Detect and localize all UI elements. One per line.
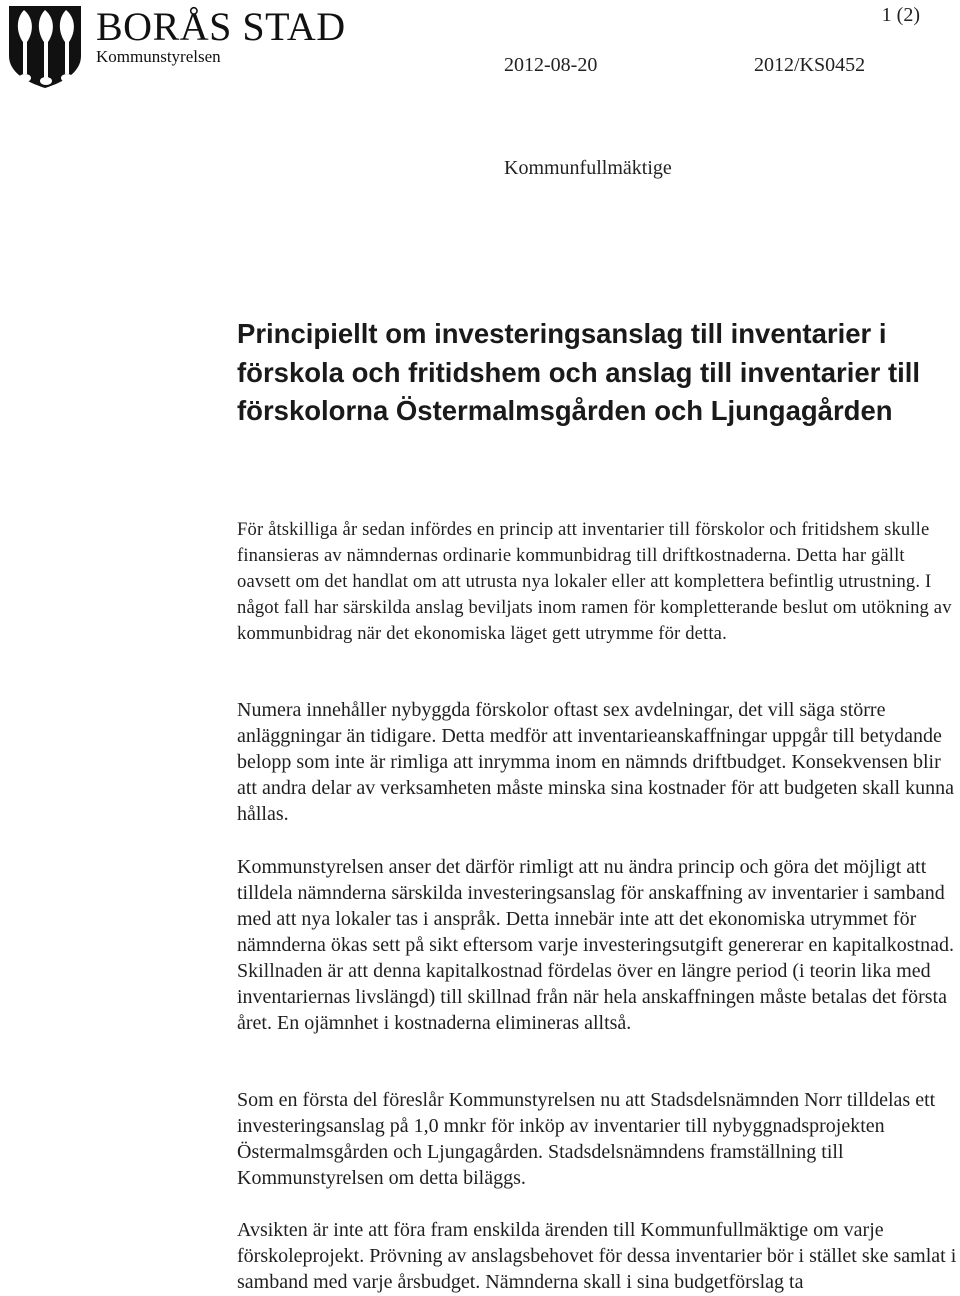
org-unit: Kommunstyrelsen xyxy=(96,47,221,66)
paragraph-3: Kommunstyrelsen anser det därför rimligt att nu ändra princip och göra det möjligt att tilldela nämnderna särskilda investeringsanslag för anskaffning av inventarier i samband med att nya lokaler tas i anspråk. Detta innebär inte att det ekonomiska utrymmet för nämnderna ökas sett på sikt eftersom varje investeringsutgift genererar en kapitalkostnad. Skillnaden är att denna kapitalkostnad fördelas över en längre period (i teorin lika med inventariernas livslängd) till skillnad från när hela anskaffningen måste betalas det första året. En ojämnhet i kostnaderna elimineras alltså. xyxy=(237,856,954,1034)
org-name: BORÅS STAD xyxy=(96,4,346,49)
city-coat-of-arms-icon xyxy=(6,4,84,88)
page-number: 1 (2) xyxy=(881,4,920,26)
paragraph-2: Numera innehåller nybyggda förskolor oftast sex avdelningar, det vill säga större anläggningar än tidigare. Detta medför att inventarieanskaffningar uppgår till betydande belopp som inte är rimliga att inrymma inom en nämnds driftbudget. Konsekvensen blir att andra delar av verksamheten måste minska sina kostnader för att budgeten skall kunna hållas. xyxy=(237,699,954,825)
paragraph-4: Som en första del föreslår Kommunstyrelsen nu att Stadsdelsnämnden Norr tilldelas ett investeringsanslag på 1,0 mnkr för inköp av inventarier till nybyggnadsprojekten Östermalmsgården och Ljungagården. Stadsdelsnämndens framställning till Kommunstyrelsen om detta biläggs. xyxy=(237,1089,936,1189)
recipient: Kommunfullmäktige xyxy=(504,157,672,179)
paragraph-5: Avsikten är inte att föra fram enskilda ärenden till Kommunfullmäktige om varje förskoleprojekt. Prövning av anslagsbehovet för dessa inventarier bör i stället ske samlat i samband med varje årsbudget. Nämnderna skall i sina budgetförslag ta xyxy=(237,1219,957,1293)
paragraph-1: För åtskilliga år sedan infördes en princip att inventarier till förskolor och fritidshem skulle finansieras av nämndernas ordinarie kommunbidrag till driftkostnaderna. Detta har gällt oavsett om det handlat om att utrusta nya lokaler eller att komplettera befintlig utrustning. I något fall har särskilda anslag beviljats inom ramen för kompletterande beslut om utökning av kommunbidrag när det ekonomiska läget gett utrymme för detta. xyxy=(237,519,952,644)
document-reference: 2012/KS0452 xyxy=(754,54,866,76)
document-date: 2012-08-20 xyxy=(504,54,598,76)
document-title: Principiellt om investeringsanslag till inventarier i förskola och fritidshem och anslag till inventarier till förskolorna Östermalmsgården och Ljungagården xyxy=(237,318,921,426)
